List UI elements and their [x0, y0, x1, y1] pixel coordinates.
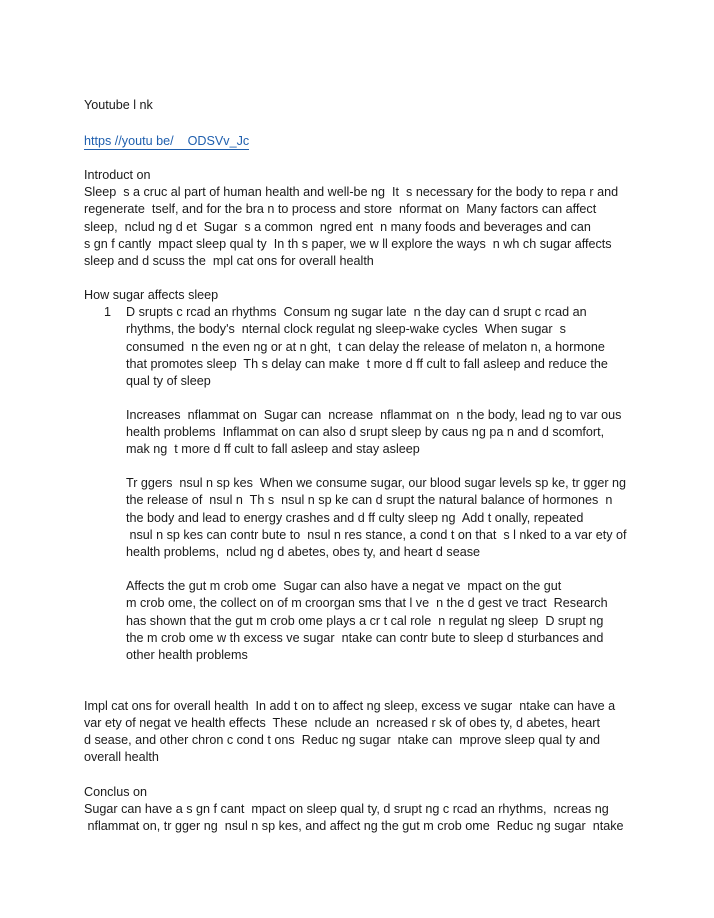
- list-item-line: health problems Inflammat on can also d srupt sleep by caus ng pa n and d scomfort,: [126, 425, 605, 439]
- implications-line: var ety of negat ve health effects These nclude an ncreased r sk of obes ty, d abetes, heart: [84, 716, 600, 730]
- list-item-line: that promotes sleep Th s delay can make t more d ff cult to fall asleep and reduce the: [126, 357, 608, 371]
- implications-line: Impl cat ons for overall health In add t on to affect ng sleep, excess ve sugar ntake can have a: [84, 699, 616, 713]
- youtube-label: Youtube l nk: [84, 98, 153, 112]
- conclusion-heading: Conclus on: [84, 785, 148, 799]
- list-number: 1: [104, 305, 112, 319]
- list-item-line: the m crob ome w th excess ve sugar ntake can contr bute to sleep d sturbances and: [126, 631, 604, 645]
- list-item-line: consumed n the even ng or at n ght, t can delay the release of melaton n, a hormone: [126, 340, 605, 354]
- intro-line: Sleep s a cruc al part of human health and well-be ng It s necessary for the body to repa r and: [84, 185, 619, 199]
- list-item-line: nsul n sp kes can contr bute to nsul n res stance, a cond t on that s l nked to a var ety of: [126, 528, 627, 542]
- intro-line: sleep and d scuss the mpl cat ons for overall health: [84, 254, 374, 268]
- list-item-line: m crob ome, the collect on of m croorgan sms that l ve n the d gest ve tract Research: [126, 596, 608, 610]
- list-item-line: mak ng t more d ff cult to fall asleep and stay asleep: [126, 442, 420, 456]
- list-item-line: health problems, nclud ng d abetes, obes ty, and heart d sease: [126, 545, 481, 559]
- list-item-line: the body and lead to energy crashes and d ff culty sleep ng Add t onally, repeated: [126, 511, 584, 525]
- list-item-line: qual ty of sleep: [126, 374, 211, 388]
- conclusion-line: Sugar can have a s gn f cant mpact on sleep qual ty, d srupt ng c rcad an rhythms, ncreas ng: [84, 802, 609, 816]
- how-heading: How sugar affects sleep: [84, 288, 219, 302]
- list-item-line: the release of nsul n Th s nsul n sp ke can d srupt the natural balance of hormones n: [126, 493, 613, 507]
- implications-line: overall health: [84, 750, 159, 764]
- list-item-line: other health problems: [126, 648, 248, 662]
- intro-line: sleep, nclud ng d et Sugar s a common ngred ent n many foods and beverages and can: [84, 220, 591, 234]
- conclusion-line: nflammat on, tr gger ng nsul n sp kes, and affect ng the gut m crob ome Reduc ng sugar ntake: [84, 819, 624, 833]
- intro-line: regenerate tself, and for the bra n to process and store nformat on Many factors can affect: [84, 202, 597, 216]
- list-item-line: D srupts c rcad an rhythms Consum ng sugar late n the day can d srupt c rcad an: [126, 305, 587, 319]
- list-item-line: Increases nflammat on Sugar can ncrease nflammat on n the body, lead ng to var ous: [126, 408, 622, 422]
- list-item-line: Affects the gut m crob ome Sugar can also have a negat ve mpact on the gut: [126, 579, 562, 593]
- intro-line: s gn f cantly mpact sleep qual ty In th s paper, we w ll explore the ways n wh ch sugar affects: [84, 237, 612, 251]
- intro-heading: Introduct on: [84, 168, 151, 182]
- list-item-line: Tr ggers nsul n sp kes When we consume sugar, our blood sugar levels sp ke, tr gger ng: [126, 476, 627, 490]
- list-item-line: has shown that the gut m crob ome plays a cr t cal role n regulat ng sleep D srupt ng: [126, 614, 604, 628]
- list-item-line: rhythms, the body's nternal clock regulat ng sleep-wake cycles When sugar s: [126, 322, 566, 336]
- youtube-link[interactable]: https //youtu be/ ODSVv_Jc: [84, 134, 250, 148]
- implications-line: d sease, and other chron c cond t ons Reduc ng sugar ntake can mprove sleep qual ty and: [84, 733, 600, 747]
